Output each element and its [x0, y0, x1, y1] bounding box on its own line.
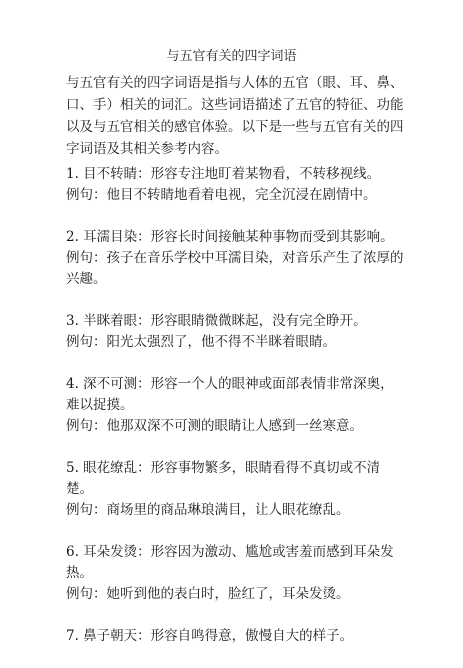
idiom-item	[66, 626, 404, 647]
idiom-item	[66, 311, 404, 353]
idiom-item	[66, 542, 404, 605]
idiom-example: 例句：她听到他的表白时，脸红了，耳朵发烫。	[66, 586, 350, 602]
idiom-example: 例句：孩子在音乐学校中耳濡目染，对音乐产生了浓厚的兴趣。	[66, 250, 404, 287]
idiom-definition: 6. 耳朵发烫：形容因为激动、尴尬或害羞而感到耳朵发热。	[66, 544, 394, 581]
idiom-item	[66, 374, 404, 437]
idiom-definition: 7. 鼻子朝天：形容自鸣得意，傲慢自大的样子。	[66, 628, 354, 644]
idiom-item	[66, 458, 404, 521]
idiom-item	[66, 227, 404, 290]
idiom-definition: 5. 眼花缭乱：形容事物繁多，眼睛看得不真切或不清楚。	[66, 460, 381, 497]
idiom-example: 例句：阳光太强烈了，他不得不半眯着眼睛。	[66, 334, 336, 350]
idiom-example: 例句：商场里的商品琳琅满目，让人眼花缭乱。	[66, 502, 350, 518]
idiom-example: 例句：他目不转睛地看着电视，完全沉浸在剧情中。	[66, 187, 377, 203]
intro-paragraph: 与五官有关的四字词语是指与人体的五官（眼、耳、鼻、口、手）相关的词汇。这些词语描述了五官的特征、功能以及与五官相关的感官体验。以下是一些与五官有关的四字词语及其相关参考内容。	[66, 75, 404, 157]
idiom-definition: 1. 目不转睛：形容专注地盯着某物看，不转移视线。	[66, 166, 381, 182]
idiom-definition: 3. 半眯着眼：形容眼睛微微眯起，没有完全睁开。	[66, 313, 367, 329]
idiom-definition: 2. 耳濡目染：形容长时间接触某种事物而受到其影响。	[66, 229, 394, 245]
document-title: 与五官有关的四字词语	[166, 49, 297, 64]
idiom-definition: 4. 深不可测：形容一个人的眼神或面部表情非常深奥，难以捉摸。	[66, 376, 394, 413]
idiom-example: 例句：他那双深不可测的眼睛让人感到一丝寒意。	[66, 418, 363, 434]
idiom-item	[66, 164, 404, 206]
idiom-list	[66, 164, 404, 668]
